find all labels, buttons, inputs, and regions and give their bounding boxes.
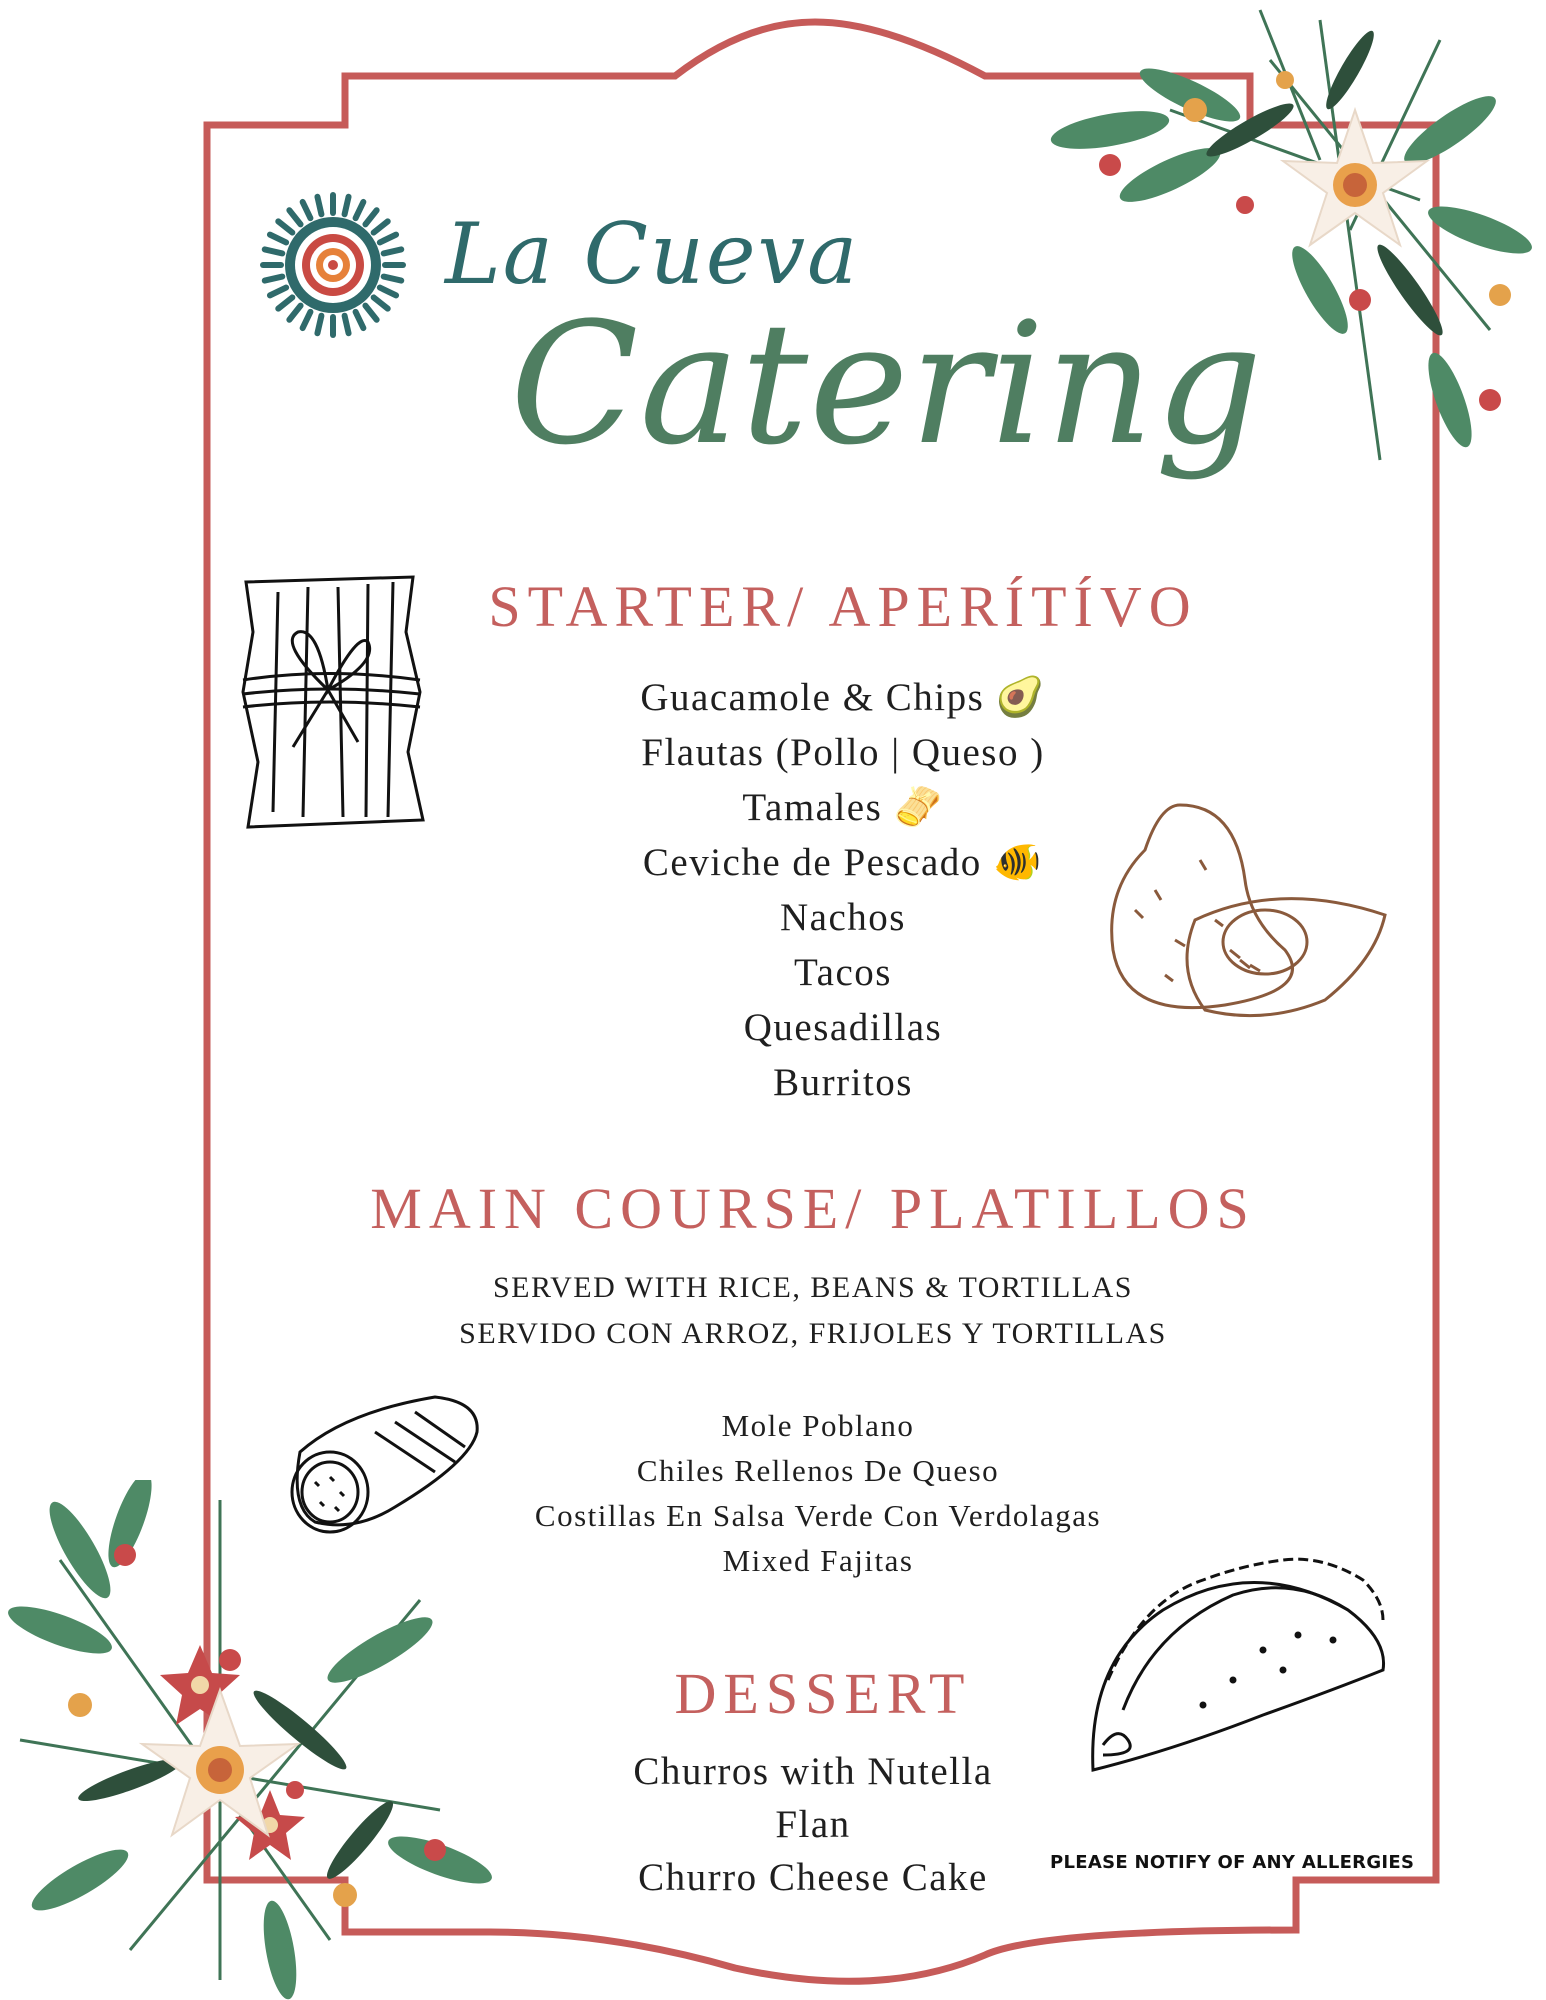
brand-subtitle: Catering [510, 286, 1264, 482]
dessert-list [40, 1745, 1546, 1904]
starter-list [70, 670, 1546, 1110]
served-with [40, 1265, 1546, 1357]
list-item: Churros with Nutella [633, 1750, 993, 1793]
list-item: Quesadillas [743, 1006, 943, 1049]
list-item: Mole Poblano [721, 1408, 915, 1443]
served-with-en: SERVED WITH RICE, BEANS & TORTILLAS [493, 1271, 1133, 1304]
list-item: Ceviche de Pescado 🐠 [642, 841, 1044, 884]
list-item: Flautas (Pollo | Queso ) [641, 731, 1045, 774]
list-item: Chiles Rellenos De Queso [636, 1453, 1000, 1488]
allergy-notice: PLEASE NOTIFY OF ANY ALLERGIES [1050, 1852, 1415, 1873]
list-item: Burritos [773, 1061, 913, 1104]
list-item: Flan [775, 1803, 851, 1846]
main-list [45, 1403, 1546, 1583]
list-item: Churro Cheese Cake [638, 1856, 988, 1899]
list-item: Nachos [780, 896, 906, 939]
list-item: Tacos [794, 951, 892, 994]
dessert-title: DESSERT [674, 1661, 972, 1726]
sun-logo-icon [258, 190, 408, 340]
list-item: Tamales 🫔 [742, 786, 944, 829]
starter-title: STARTER/ APERÍTÍVO [488, 574, 1198, 639]
served-with-es: SERVIDO CON ARROZ, FRIJOLES Y TORTILLAS [459, 1317, 1167, 1350]
list-item: Guacamole & Chips 🥑 [640, 676, 1046, 719]
list-item: Mixed Fajitas [722, 1543, 914, 1578]
list-item: Costillas En Salsa Verde Con Verdolagas [534, 1498, 1102, 1533]
brand-name: La Cueva [445, 205, 860, 303]
main-title: MAIN COURSE/ PLATILLOS [370, 1176, 1256, 1241]
floral-top-right-icon [1020, 0, 1546, 470]
